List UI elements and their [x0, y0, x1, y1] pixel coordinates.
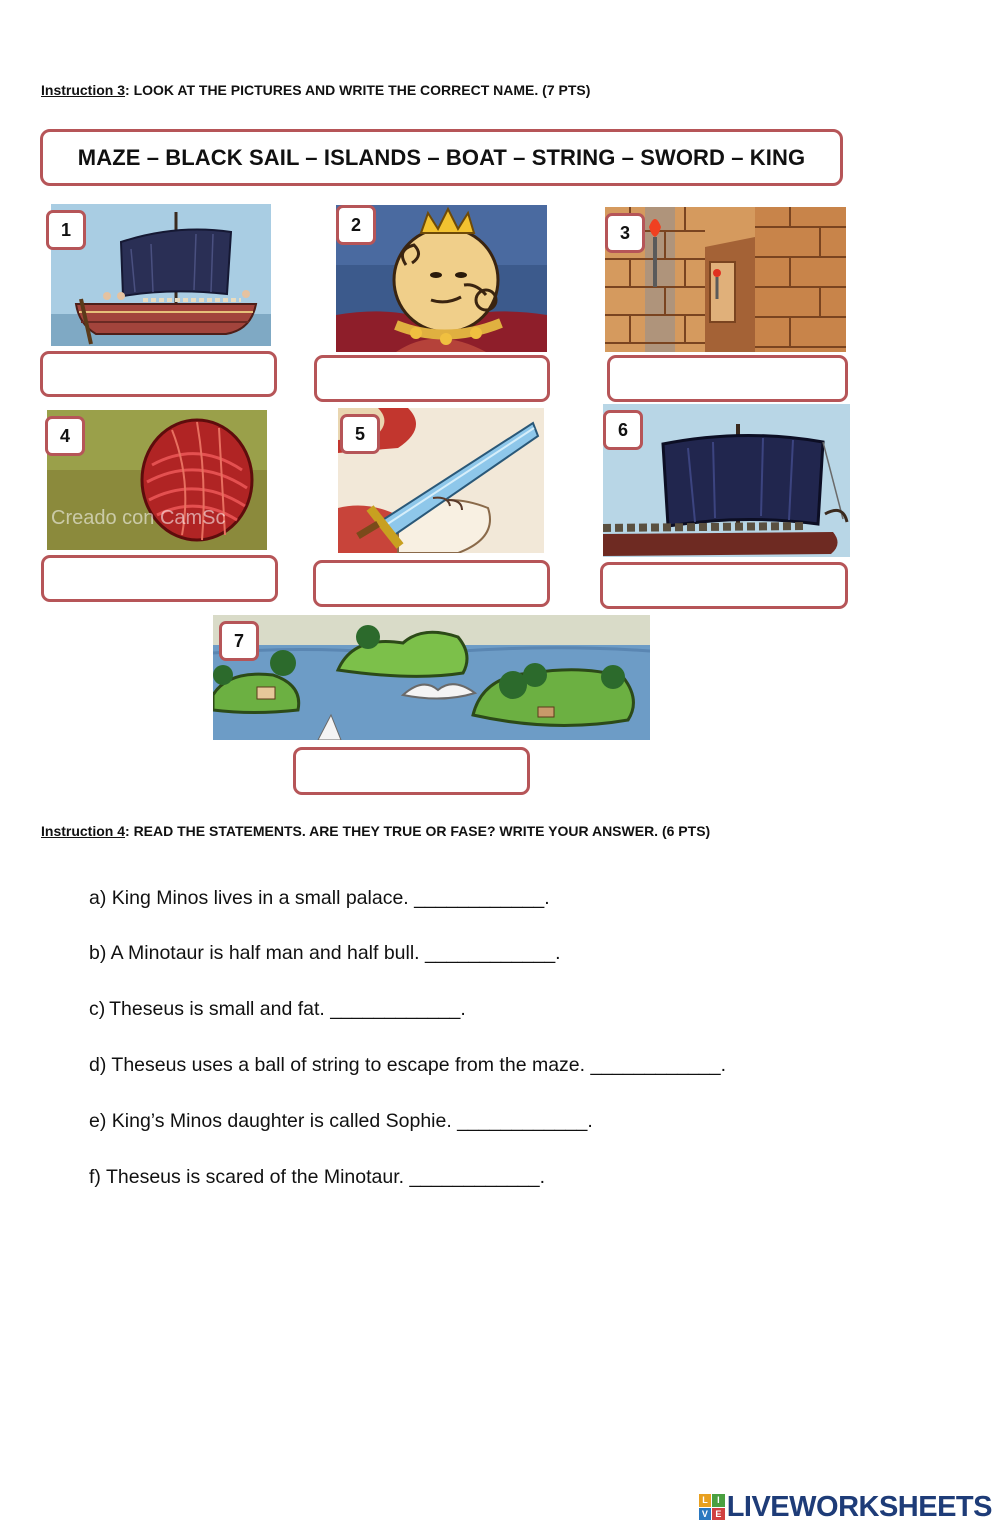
liveworksheets-brand-text: LIVEWORKSHEETS [726, 1490, 992, 1523]
liveworksheets-logo-icon [699, 1494, 725, 1520]
statement-d: d) Theseus uses a ball of string to escape from the maze. ____________. [89, 1054, 727, 1076]
liveworksheets-logo [699, 1490, 992, 1524]
statement-a: a) King Minos lives in a small palace. ____________. [89, 887, 550, 909]
picture-number-3: 3 [605, 213, 645, 253]
logo-letter-e: E [712, 1508, 725, 1521]
picture-number-6: 6 [603, 410, 643, 450]
instruction-3 [41, 82, 590, 98]
statement-e: e) King’s Minos daughter is called Sophie. ____________. [89, 1110, 593, 1132]
picture-number-2: 2 [336, 205, 376, 245]
answer-input-4[interactable] [41, 555, 278, 602]
instruction-4-lead: Instruction 4 [41, 823, 126, 839]
picture-7-islands [213, 615, 650, 740]
instruction-3-lead: Instruction 3 [41, 82, 126, 98]
statement-f: f) Theseus is scared of the Minotaur. ____________. [89, 1166, 546, 1188]
instruction-4 [41, 823, 710, 839]
statement-c: c) Theseus is small and fat. ____________. [89, 998, 466, 1020]
watermark-text: Creado con CamSc [51, 507, 226, 529]
word-bank: MAZE – BLACK SAIL – ISLANDS – BOAT – STRING – SWORD – KING [40, 129, 843, 186]
answer-input-5[interactable] [313, 560, 550, 607]
picture-number-4: 4 [45, 416, 85, 456]
instruction-4-text: : READ THE STATEMENTS. ARE THEY TRUE OR FASE? WRITE YOUR ANSWER. (6 PTS) [125, 823, 711, 839]
picture-number-5: 5 [340, 414, 380, 454]
answer-input-1[interactable] [40, 351, 277, 397]
logo-letter-i: I [712, 1494, 725, 1507]
answer-input-3[interactable] [607, 355, 848, 402]
islands-illustration [213, 615, 650, 740]
answer-input-6[interactable] [600, 562, 848, 609]
logo-letter-v: V [699, 1508, 712, 1521]
answer-input-2[interactable] [314, 355, 550, 402]
picture-number-7: 7 [219, 621, 259, 661]
picture-number-1: 1 [46, 210, 86, 250]
answer-input-7[interactable] [293, 747, 530, 795]
statement-b: b) A Minotaur is half man and half bull. ____________. [89, 942, 561, 964]
logo-letter-l: L [699, 1494, 712, 1507]
instruction-3-text: : LOOK AT THE PICTURES AND WRITE THE CORRECT NAME. (7 PTS) [125, 82, 591, 98]
